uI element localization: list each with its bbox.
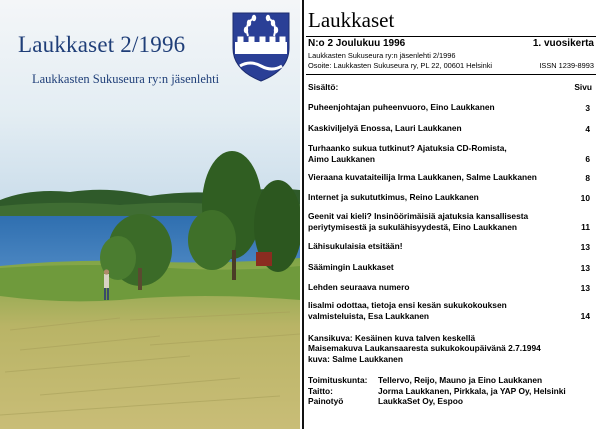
caption-line: kuva: Salme Laukkanen: [308, 353, 403, 364]
credits: [308, 375, 594, 407]
volume-label: 1. vuosikerta: [532, 38, 594, 49]
toc-item-title: Puheenjohtajan puheenvuoro, Eino Laukkanen: [308, 102, 495, 112]
toc-item-title: Säämingin Laukkaset: [308, 262, 394, 272]
toc-item-title: Vieraana kuvataiteilija Irma Laukkanen, Salme Laukkanen: [308, 172, 537, 182]
credit-row: [308, 375, 594, 386]
toc-item-page: 10: [580, 192, 590, 203]
credit-value: Jorma Laukkanen, Pirkkala, ja YAP Oy, Helsinki: [378, 385, 566, 396]
toc-item: [308, 192, 594, 203]
toc-item-page: 6: [585, 154, 590, 165]
caption-line: Kansikuva: Kesäinen kuva talven keskellä: [308, 333, 476, 343]
toc-item: [308, 143, 594, 164]
title-rule: [306, 36, 596, 37]
contents-page: [306, 0, 596, 429]
toc-item: [308, 241, 594, 252]
toc-heading: Sisältö:: [308, 82, 339, 92]
address-line: Osoite: Laukkasten Sukuseura ry, PL 22, 00601 Helsinki: [308, 61, 493, 70]
page-divider: [302, 0, 304, 429]
cover-photo-caption: [308, 333, 594, 364]
toc-item-title: Internet ja sukututkimus, Reino Laukkanen: [308, 192, 479, 202]
caption-line: Maisemakuva Laukansaaresta sukukokoupäivänä 2.7.1994: [308, 343, 541, 354]
publisher-line: Laukkasten Sukuseura ry:n jäsenlehti 2/1996: [308, 51, 456, 60]
toc-item-page: 8: [585, 172, 590, 183]
issn-label: ISSN 1239-8993: [539, 61, 594, 70]
toc-item-title: Kaskiviljelyä Enossa, Lauri Laukkanen: [308, 123, 462, 133]
toc-item-page: 11: [581, 222, 590, 233]
credit-label: Painotyö: [308, 396, 344, 407]
family-crest-shield-icon: [232, 12, 290, 82]
toc-item-page: 13: [580, 262, 590, 273]
toc-item-page: 3: [585, 102, 590, 113]
toc-item-title: Geenit vai kieli? Insinöörimäisiä ajatuksia kansallisesta periytymisestä ja sukulähisyydestä, Eino Laukkanen: [308, 211, 529, 232]
toc-item-page: 13: [580, 241, 590, 252]
toc-item-page: 13: [580, 282, 590, 293]
toc-item-title: Lähisukulaisia etsitään!: [308, 241, 403, 251]
credit-label: Taitto:: [308, 385, 333, 396]
toc-page-heading: Sivu: [574, 82, 592, 92]
toc-item-title: Lehden seuraava numero: [308, 282, 410, 292]
page-title: Laukkaset: [308, 8, 395, 32]
toc-item: [308, 123, 594, 134]
toc-item-title: Iisalmi odottaa, tietoja ensi kesän sukukokouksen valmisteluista, Esa Laukkanen: [308, 300, 507, 321]
header-rule: [306, 74, 596, 75]
toc-item: [308, 262, 594, 273]
credit-value: Tellervo, Reijo, Mauno ja Eino Laukkanen: [378, 375, 543, 385]
toc-item-title: Turhaanko sukua tutkinut? Ajatuksia CD-Romista, Aimo Laukkanen: [308, 143, 507, 164]
toc-item: [308, 102, 594, 113]
credit-row: [308, 396, 594, 407]
toc-item-page: 14: [580, 311, 590, 322]
cover-title: Laukkaset 2/1996: [18, 32, 186, 57]
toc-item: [308, 300, 594, 321]
credit-label: Toimituskunta:: [308, 375, 368, 385]
cover-subtitle: Laukkasten Sukuseura ry:n jäsenlehti: [32, 72, 220, 86]
toc-item: [308, 282, 594, 293]
credit-value: LaukkaSet Oy, Espoo: [378, 396, 464, 407]
toc-item-page: 4: [585, 123, 590, 134]
toc-item: [308, 211, 594, 232]
issue-number: N:o 2 Joulukuu 1996: [308, 38, 406, 49]
toc-item: [308, 172, 594, 183]
credit-row: [308, 386, 594, 397]
